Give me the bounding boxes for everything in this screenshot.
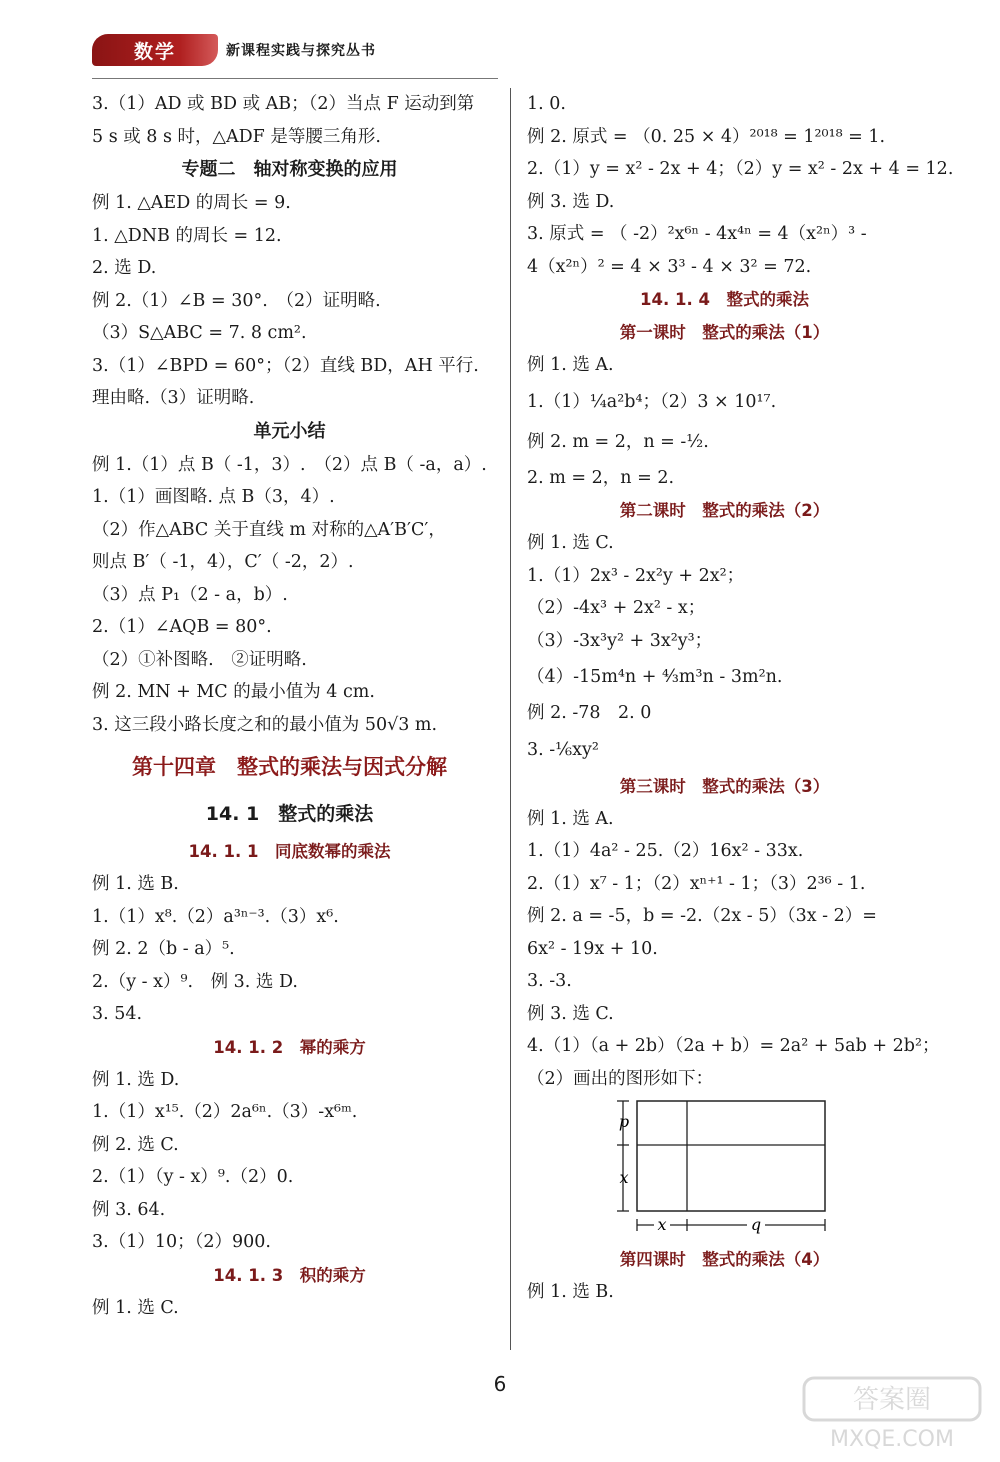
answer-line: （3）-3x³y² + 3x²y³；: [527, 630, 713, 651]
page-header: [92, 30, 512, 70]
section-heading: 单元小结: [253, 420, 326, 442]
answer-line: 例 2.（1）∠B = 30°. （2）证明略.: [92, 290, 381, 311]
answer-line: 3. 这三段小路长度之和的最小值为 50√3 m.: [92, 714, 438, 735]
page-number: 6: [493, 1372, 507, 1396]
subsection-heading: 第三课时 整式的乘法（3）: [619, 776, 830, 796]
svg-text:MXQE.COM: MXQE.COM: [830, 1427, 954, 1452]
answer-line: 1.（1）x¹⁵.（2）2a⁶ⁿ.（3）-x⁶ᵐ.: [92, 1102, 358, 1122]
answer-line: 例 2. -78 2. 0: [527, 703, 652, 723]
answer-line: 2. m = 2，n = 2.: [527, 467, 675, 488]
answer-line: 例 2. 2（b - a）⁵.: [92, 939, 235, 959]
answer-line: 3.（1）10；（2）900.: [92, 1232, 271, 1252]
answer-line: 例 1. 选 A.: [527, 808, 614, 829]
answer-line: 5 s 或 8 s 时，△ADF 是等腰三角形.: [92, 126, 381, 147]
answer-line: （3）S△ABC = 7. 8 cm².: [92, 323, 307, 343]
answer-line: 1.（1）x⁸.（2）a³ⁿ⁻³.（3）x⁶.: [92, 906, 339, 927]
subsection-heading: 14. 1. 4 整式的乘法: [640, 290, 809, 309]
answer-line: 1.（1）4a² - 25.（2）16x² - 33x.: [527, 841, 804, 861]
watermark-logo: [802, 1374, 982, 1454]
subsection-heading: 第一课时 整式的乘法（1）: [619, 323, 830, 342]
answer-line: 1.（1）¼a²b⁴；（2）3 × 10¹⁷.: [527, 391, 777, 412]
answer-line: （2）画出的图形如下：: [527, 1068, 714, 1089]
answer-line: （2）-4x³ + 2x² - x；: [527, 598, 706, 618]
column-divider: [510, 88, 511, 1350]
answer-line: 4（x²ⁿ）² = 4 × 3³ - 4 × 3² = 72.: [527, 256, 812, 277]
answer-line: 例 2. a = -5，b = -2.（2x - 5）（3x - 2）=: [527, 906, 877, 926]
left-column: [92, 88, 487, 1324]
area-model-figure: [527, 1095, 922, 1243]
right-column: [527, 88, 954, 1309]
answer-line: 例 2. 原式 = （0. 25 × 4）²⁰¹⁸ = 1²⁰¹⁸ = 1.: [527, 126, 886, 147]
answer-line: （2）①补图略. ②证明略.: [92, 649, 307, 670]
answer-line: （3）点 P₁（2 - a，b）.: [92, 584, 288, 605]
answer-line: 3.（1）AD 或 BD 或 AB；（2）当点 F 运动到第: [92, 94, 475, 114]
outer-rectangle: [637, 1101, 825, 1211]
answer-line: 例 1. 选 B.: [92, 874, 179, 894]
answer-line: 3. 原式 = （ -2）²x⁶ⁿ - 4x⁴ⁿ = 4（x²ⁿ）³ -: [527, 224, 867, 244]
answer-line: 例 1. 选 B.: [527, 1282, 614, 1302]
answer-line: 1.（1）2x³ - 2x²y + 2x²；: [527, 565, 745, 586]
answer-line: 6x² - 19x + 10.: [527, 938, 658, 959]
answer-line: 例 1. △AED 的周长 = 9.: [92, 193, 291, 213]
answer-line: 1.（1）画图略. 点 B（3，4）.: [92, 487, 335, 507]
answer-line: 2.（1）∠AQB = 80°.: [92, 617, 272, 637]
answer-line: 例 2. m = 2，n = -½.: [527, 431, 709, 452]
answer-line: 例 1. 选 A.: [527, 355, 614, 375]
answer-line: 例 1.（1）点 B（ -1，3）. （2）点 B（ -a，a）.: [92, 454, 487, 475]
answer-line: 1. △DNB 的周长 = 12.: [92, 225, 282, 246]
answer-line: 2. 选 D.: [92, 258, 157, 278]
header-rule: [92, 78, 498, 79]
answer-line: 3. -⅙xy²: [527, 739, 599, 760]
answer-line: 理由略.（3）证明略.: [92, 388, 255, 408]
subsection-heading: 14. 1. 3 积的乘方: [213, 1265, 366, 1285]
subsection-heading: 14. 1. 1 同底数幂的乘法: [188, 842, 391, 861]
answer-line: 3. -3.: [527, 971, 572, 991]
answer-line: 例 2. 选 C.: [92, 1134, 179, 1155]
subsection-heading: 第四课时 整式的乘法（4）: [619, 1250, 830, 1269]
answer-line: 2.（1）y = x² - 2x + 4；（2）y = x² - 2x + 4 = 12.: [527, 159, 954, 179]
label-p: p: [618, 1112, 630, 1131]
answer-line: 例 1. 选 C.: [92, 1297, 179, 1318]
subject-badge: 数学: [92, 34, 218, 66]
subsection-heading: 14. 1. 2 幂的乘方: [213, 1037, 366, 1057]
answer-line: 3.（1）∠BPD = 60°；（2）直线 BD，AH 平行.: [92, 355, 479, 376]
answer-line: 例 3. 选 D.: [527, 191, 615, 212]
label-x-bottom: x: [657, 1215, 667, 1234]
answer-line: 2.（y - x）⁹. 例 3. 选 D.: [92, 971, 298, 992]
section-title: 14. 1 整式的乘法: [205, 803, 374, 825]
chapter-title: 第十四章 整式的乘法与因式分解: [132, 755, 447, 779]
answer-line: 1. 0.: [527, 94, 566, 114]
answer-line: 例 2. MN + MC 的最小值为 4 cm.: [92, 682, 375, 702]
answer-line: 例 3. 选 C.: [527, 1003, 614, 1024]
answer-line: 2.（1）（y - x）⁹.（2）0.: [92, 1167, 294, 1187]
answer-line: （4）-15m⁴n + ⁴⁄₃m³n - 3m²n.: [527, 667, 783, 687]
answer-line: 2.（1）x⁷ - 1；（2）xⁿ⁺¹ - 1；（3）2³⁶ - 1.: [527, 873, 866, 894]
answer-line: 例 3. 64.: [92, 1199, 166, 1220]
answer-line: 3. 54.: [92, 1004, 143, 1024]
svg-text:答案圈: 答案圈: [852, 1385, 932, 1415]
answer-line: 4.（1）（a + 2b）（2a + b）= 2a² + 5ab + 2b²；: [527, 1036, 940, 1056]
answer-line: 例 1. 选 C.: [527, 533, 614, 553]
answer-line: （2）作△ABC 关于直线 m 对称的△A′B′C′，: [92, 519, 446, 540]
label-x-left: x: [619, 1168, 629, 1187]
subsection-heading: 第二课时 整式的乘法（2）: [619, 501, 830, 520]
series-title: 新课程实践与探究丛书: [226, 43, 376, 59]
answer-line: 则点 B′（ -1，4），C′（ -2，2）.: [92, 552, 354, 572]
answer-line: 例 1. 选 D.: [92, 1069, 180, 1090]
section-heading: 专题二 轴对称变换的应用: [181, 159, 398, 180]
label-q: q: [750, 1215, 762, 1234]
